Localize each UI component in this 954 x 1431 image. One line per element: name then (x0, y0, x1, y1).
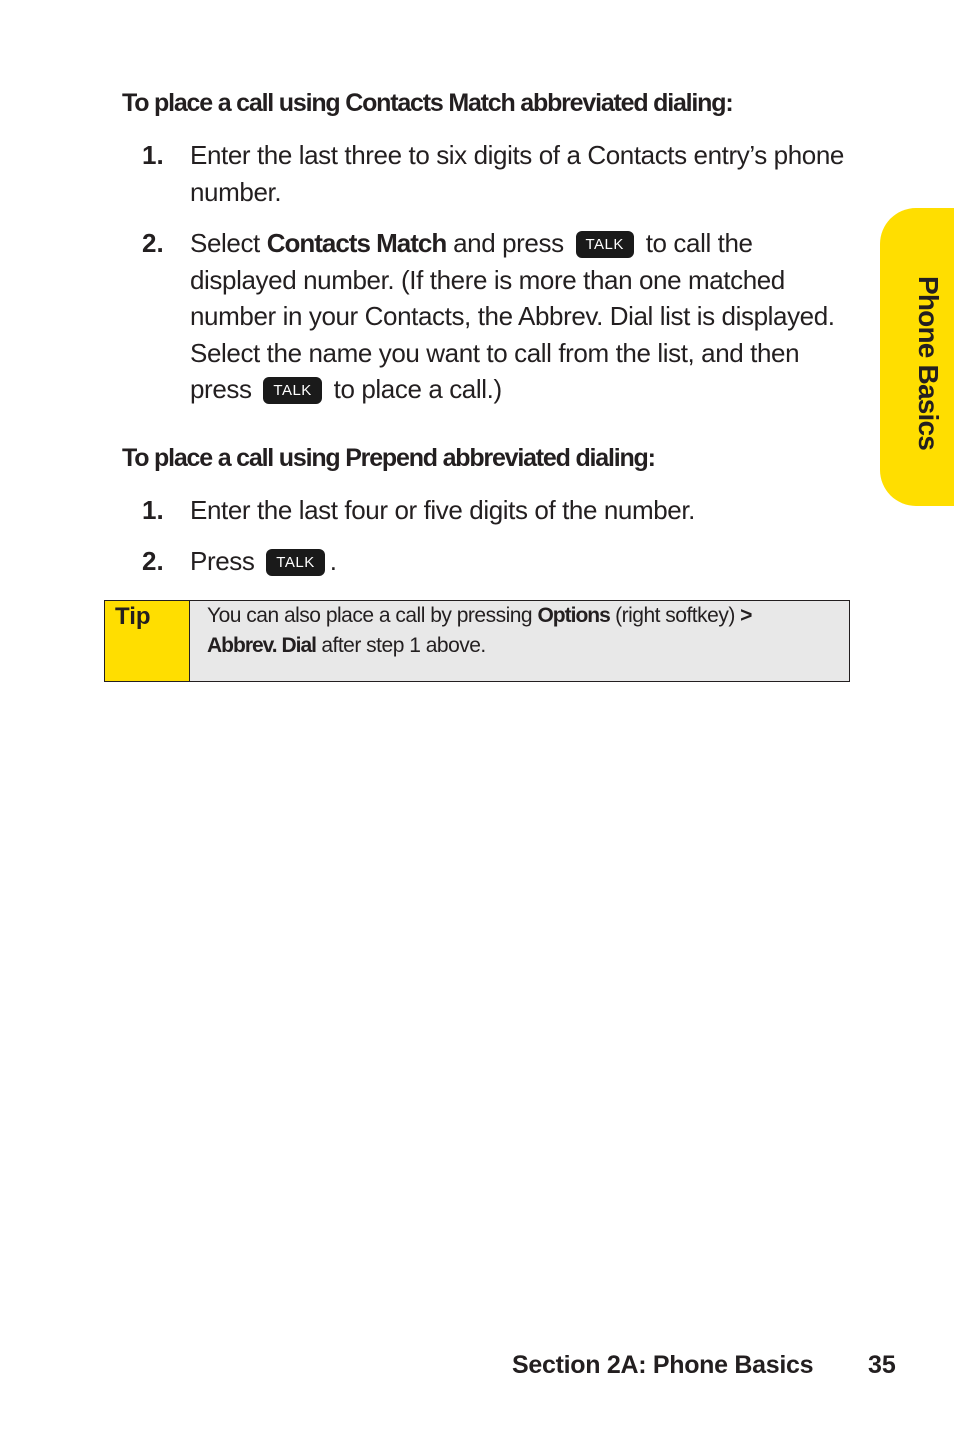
step-item (142, 492, 862, 529)
step-text-part: to call the displayed number. (If there is more than one matched number in your Contacts, the Abbrev. Dial list is displayed. Select the name you want to call from the list, and then press (190, 228, 835, 404)
page-number: 35 (868, 1351, 896, 1379)
step-text (190, 225, 862, 408)
step-text-part: to place a call.) (326, 374, 502, 404)
side-tab-label: Phone Basics (913, 275, 944, 450)
heading-contacts-match: To place a call using Contacts Match abbreviated dialing: (122, 89, 733, 117)
tip-text (190, 601, 849, 681)
step-text-part: and press (446, 228, 571, 258)
arrow-icon: > (740, 604, 752, 627)
tip-text-part: after step 1 above. (315, 634, 486, 657)
tip-box (104, 600, 850, 682)
talk-key-icon: TALK (263, 377, 321, 404)
tip-text-part: You can also place a call by pressing (207, 604, 538, 627)
abbrev-dial-label: Abbrev. Dial (207, 634, 316, 657)
talk-key-icon: TALK (576, 231, 634, 258)
step-number: 1. (142, 495, 164, 525)
step-number: 2. (142, 546, 164, 576)
step-text: Enter the last four or five digits of the number. (190, 495, 696, 525)
step-item (142, 225, 862, 408)
contacts-match-label: Contacts Match (266, 228, 447, 258)
step-text (190, 543, 862, 580)
step-text-part: Select (190, 228, 267, 258)
step-item (142, 543, 862, 580)
section-side-tab (880, 208, 954, 506)
step-text-part: Press (190, 546, 262, 576)
footer-section-title: Section 2A: Phone Basics (512, 1351, 814, 1379)
step-number: 1. (142, 140, 164, 170)
options-label: Options (537, 604, 610, 627)
heading-prepend: To place a call using Prepend abbreviated dialing: (122, 444, 655, 472)
step-item (142, 137, 862, 210)
step-number: 2. (142, 228, 164, 258)
step-text-part: . (329, 546, 337, 576)
tip-label: Tip (105, 601, 190, 681)
step-text: Enter the last three to six digits of a Contacts entry’s phone number. (190, 140, 844, 207)
talk-key-icon: TALK (266, 549, 324, 576)
tip-text-part: (right softkey) (609, 604, 741, 627)
